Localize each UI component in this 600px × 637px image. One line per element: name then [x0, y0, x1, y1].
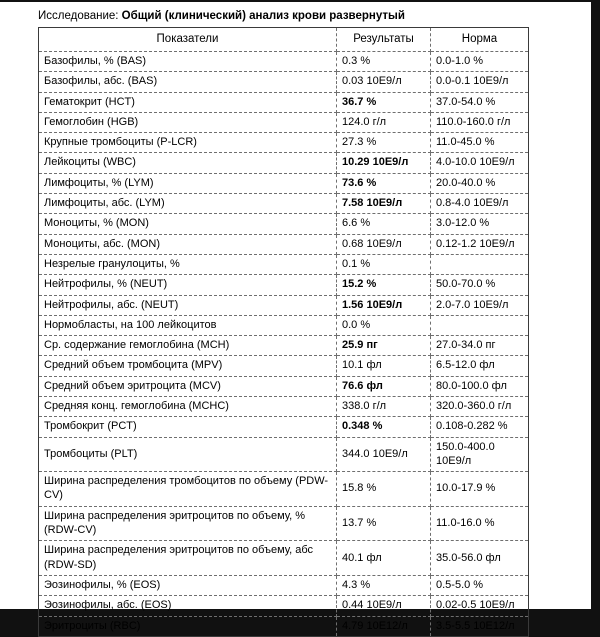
result-value-cell: 15.8 % — [337, 472, 431, 507]
result-value-cell: 124.0 г/л — [337, 112, 431, 132]
table-row — [39, 214, 529, 234]
indicator-name-cell: Тромбоциты (PLT) — [39, 437, 337, 472]
indicator-name-cell: Нормобласты, на 100 лейкоцитов — [39, 315, 337, 335]
indicator-name-cell: Эозинофилы, абс. (EOS) — [39, 596, 337, 616]
lab-report-page — [0, 2, 591, 632]
norm-range-cell: 150.0-400.0 10E9/л — [431, 437, 529, 472]
report-header — [38, 10, 591, 22]
norm-range-cell: 2.0-7.0 10E9/л — [431, 295, 529, 315]
table-row — [39, 541, 529, 576]
indicator-name-cell: Моноциты, абс. (MON) — [39, 234, 337, 254]
norm-range-cell: 11.0-45.0 % — [431, 133, 529, 153]
result-value-cell: 1.56 10E9/л — [337, 295, 431, 315]
table-row — [39, 133, 529, 153]
table-row — [39, 356, 529, 376]
norm-range-cell: 110.0-160.0 г/л — [431, 112, 529, 132]
table-row — [39, 92, 529, 112]
indicator-name-cell: Незрелые гранулоциты, % — [39, 254, 337, 274]
norm-range-cell: 10.0-17.9 % — [431, 472, 529, 507]
indicator-name-cell: Эритроциты (RBC) — [39, 616, 337, 636]
result-value-cell: 4.3 % — [337, 575, 431, 595]
table-row — [39, 173, 529, 193]
column-header-results: Результаты — [337, 28, 431, 52]
indicator-name-cell: Эозинофилы, % (EOS) — [39, 575, 337, 595]
norm-range-cell: 35.0-56.0 фл — [431, 541, 529, 576]
indicator-name-cell: Крупные тромбоциты (P-LCR) — [39, 133, 337, 153]
indicator-name-cell: Базофилы, абс. (BAS) — [39, 72, 337, 92]
norm-range-cell: 3.0-12.0 % — [431, 214, 529, 234]
indicator-name-cell: Лимфоциты, % (LYM) — [39, 173, 337, 193]
table-row — [39, 153, 529, 173]
report-header-label: Исследование: — [38, 10, 119, 22]
result-value-cell: 36.7 % — [337, 92, 431, 112]
norm-range-cell: 80.0-100.0 фл — [431, 376, 529, 396]
norm-range-cell: 20.0-40.0 % — [431, 173, 529, 193]
indicator-name-cell: Базофилы, % (BAS) — [39, 51, 337, 71]
indicator-name-cell: Лейкоциты (WBC) — [39, 153, 337, 173]
result-value-cell: 25.9 пг — [337, 336, 431, 356]
table-row — [39, 315, 529, 335]
indicator-name-cell: Гемоглобин (HGB) — [39, 112, 337, 132]
table-header-row — [39, 28, 529, 52]
results-table-body — [39, 51, 529, 636]
norm-range-cell: 27.0-34.0 пг — [431, 336, 529, 356]
table-row — [39, 234, 529, 254]
table-row — [39, 437, 529, 472]
result-value-cell: 4.79 10E12/л — [337, 616, 431, 636]
column-header-norm: Норма — [431, 28, 529, 52]
norm-range-cell: 37.0-54.0 % — [431, 92, 529, 112]
result-value-cell: 338.0 г/л — [337, 396, 431, 416]
result-value-cell: 0.68 10E9/л — [337, 234, 431, 254]
results-table — [38, 27, 529, 637]
result-value-cell: 7.58 10E9/л — [337, 194, 431, 214]
indicator-name-cell: Ср. содержание гемоглобина (MCH) — [39, 336, 337, 356]
table-row — [39, 472, 529, 507]
indicator-name-cell: Ширина распределения эритроцитов по объему, абс (RDW-SD) — [39, 541, 337, 576]
result-value-cell: 0.348 % — [337, 417, 431, 437]
norm-range-cell: 50.0-70.0 % — [431, 275, 529, 295]
indicator-name-cell: Средний объем эритроцита (MCV) — [39, 376, 337, 396]
table-row — [39, 194, 529, 214]
result-value-cell: 27.3 % — [337, 133, 431, 153]
norm-range-cell: 0.0-1.0 % — [431, 51, 529, 71]
norm-range-cell — [431, 254, 529, 274]
table-row — [39, 596, 529, 616]
indicator-name-cell: Тромбокрит (PCT) — [39, 417, 337, 437]
indicator-name-cell: Гематокрит (HCT) — [39, 92, 337, 112]
indicator-name-cell: Ширина распределения тромбоцитов по объему (PDW-CV) — [39, 472, 337, 507]
norm-range-cell: 0.0-0.1 10E9/л — [431, 72, 529, 92]
report-title: Общий (клинический) анализ крови развернутый — [121, 10, 405, 22]
table-row — [39, 254, 529, 274]
result-value-cell: 0.03 10E9/л — [337, 72, 431, 92]
result-value-cell: 76.6 фл — [337, 376, 431, 396]
norm-range-cell — [431, 315, 529, 335]
table-row — [39, 376, 529, 396]
indicator-name-cell: Нейтрофилы, % (NEUT) — [39, 275, 337, 295]
table-row — [39, 72, 529, 92]
table-row — [39, 336, 529, 356]
result-value-cell: 73.6 % — [337, 173, 431, 193]
result-value-cell: 0.1 % — [337, 254, 431, 274]
norm-range-cell: 0.02-0.5 10E9/л — [431, 596, 529, 616]
result-value-cell: 0.3 % — [337, 51, 431, 71]
result-value-cell: 10.29 10E9/л — [337, 153, 431, 173]
result-value-cell: 15.2 % — [337, 275, 431, 295]
table-row — [39, 417, 529, 437]
norm-range-cell: 4.0-10.0 10E9/л — [431, 153, 529, 173]
result-value-cell: 6.6 % — [337, 214, 431, 234]
indicator-name-cell: Моноциты, % (MON) — [39, 214, 337, 234]
table-row — [39, 616, 529, 636]
result-value-cell: 40.1 фл — [337, 541, 431, 576]
table-row — [39, 112, 529, 132]
column-header-indicators: Показатели — [39, 28, 337, 52]
result-value-cell: 344.0 10E9/л — [337, 437, 431, 472]
table-row — [39, 51, 529, 71]
result-value-cell: 13.7 % — [337, 506, 431, 541]
norm-range-cell: 0.12-1.2 10E9/л — [431, 234, 529, 254]
indicator-name-cell: Средний объем тромбоцита (MPV) — [39, 356, 337, 376]
indicator-name-cell: Ширина распределения эритроцитов по объему, % (RDW-CV) — [39, 506, 337, 541]
table-row — [39, 575, 529, 595]
norm-range-cell: 0.5-5.0 % — [431, 575, 529, 595]
table-row — [39, 506, 529, 541]
norm-range-cell: 0.108-0.282 % — [431, 417, 529, 437]
table-row — [39, 295, 529, 315]
norm-range-cell: 6.5-12.0 фл — [431, 356, 529, 376]
norm-range-cell: 320.0-360.0 г/л — [431, 396, 529, 416]
result-value-cell: 0.44 10E9/л — [337, 596, 431, 616]
table-row — [39, 275, 529, 295]
norm-range-cell: 0.8-4.0 10E9/л — [431, 194, 529, 214]
result-value-cell: 10.1 фл — [337, 356, 431, 376]
indicator-name-cell: Средняя конц. гемоглобина (MCHC) — [39, 396, 337, 416]
indicator-name-cell: Лимфоциты, абс. (LYM) — [39, 194, 337, 214]
norm-range-cell: 11.0-16.0 % — [431, 506, 529, 541]
indicator-name-cell: Нейтрофилы, абс. (NEUT) — [39, 295, 337, 315]
table-row — [39, 396, 529, 416]
norm-range-cell: 3.5-5.5 10E12/л — [431, 616, 529, 636]
result-value-cell: 0.0 % — [337, 315, 431, 335]
